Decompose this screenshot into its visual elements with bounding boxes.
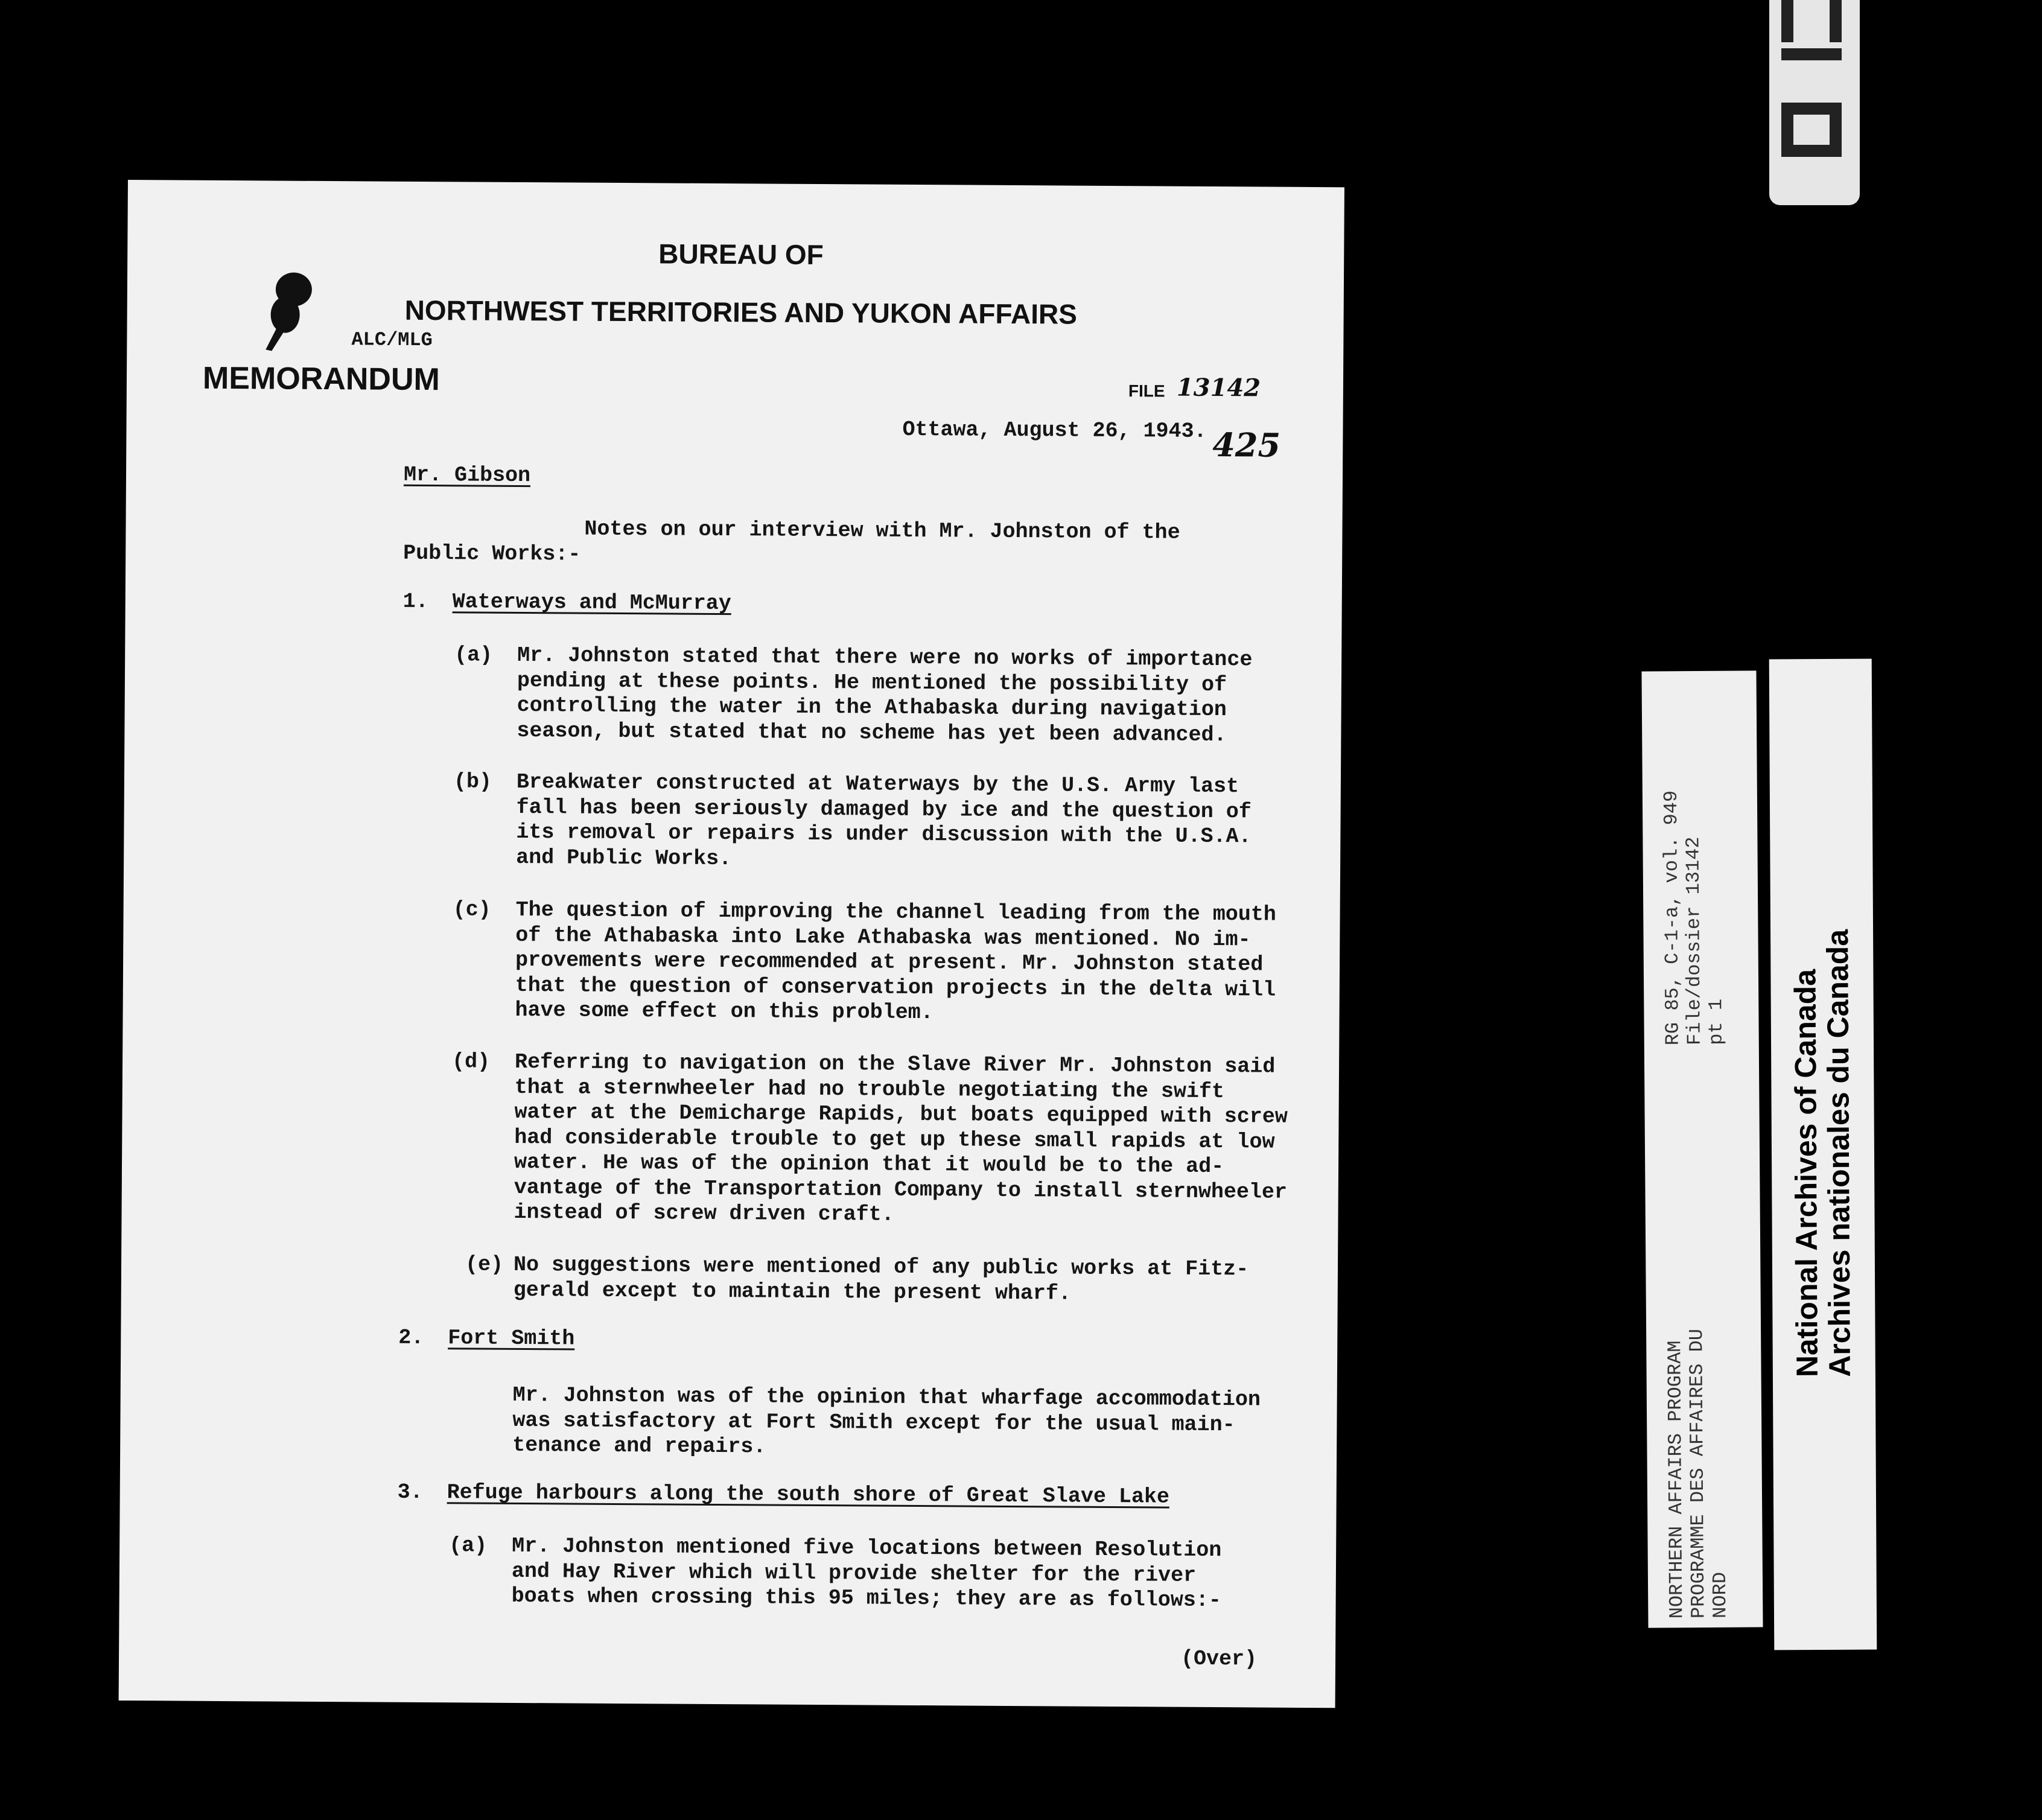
label-line: RG 85, C-1-a, vol. 949: [1659, 790, 1684, 1046]
intro-paragraph: [403, 516, 1180, 571]
label-line: Archives nationales du Canada: [1821, 929, 1857, 1378]
text-line: was satisfactory at Fort Smith except for the usual main-: [512, 1408, 1235, 1437]
initials: ALC/MLG: [351, 328, 433, 352]
item-label: (b): [453, 769, 492, 794]
file-label: FILE: [1128, 381, 1165, 401]
text-line: Referring to navigation on the Slave River Mr. Johnston said: [514, 1049, 1276, 1079]
text-line: and Public Works.: [516, 845, 732, 871]
text-line: its removal or repairs is under discussion with the U.S.A.: [516, 819, 1252, 849]
over-note: (Over): [1180, 1646, 1258, 1672]
ink-blot-icon: [253, 265, 326, 356]
archival-reference-label: [1641, 670, 1763, 1628]
label-line: File/dossier 13142: [1682, 836, 1706, 1046]
section-1-title: Waterways and McMurray: [452, 590, 731, 616]
section-3-title: Refuge harbours along the south shore of Great Slave Lake: [447, 1480, 1170, 1509]
text-line: water at the Demicharge Rapids, but boats equipped with screw: [514, 1099, 1288, 1129]
program-label-text: [1664, 1329, 1731, 1619]
text-line: that the question of conservation projects in the delta will: [515, 973, 1276, 1002]
header-bureau: BUREAU OF: [658, 238, 824, 271]
film-tab: [1769, 0, 1860, 205]
text-line: controlling the water in the Athabaska during navigation: [517, 693, 1227, 722]
label-line: NORTHERN AFFAIRS PROGRAM: [1664, 1340, 1688, 1619]
item-1c-text: [515, 898, 1276, 1028]
text-line: No suggestions were mentioned of any public works at Fitz-: [513, 1252, 1249, 1282]
handwritten-number: 425: [1212, 425, 1281, 465]
text-line: have some effect on this problem.: [515, 998, 934, 1025]
addressee: Mr. Gibson: [403, 462, 531, 488]
item-1a-text: [517, 643, 1252, 748]
text-line: Mr. Johnston was of the opinion that wharfage accommodation: [512, 1382, 1261, 1412]
text-line: Mr. Johnston stated that there were no works of importance: [517, 643, 1253, 672]
item-3a-text: [512, 1534, 1222, 1614]
text-line: season, but stated that no scheme has yet been advanced.: [517, 718, 1227, 747]
item-label: (e): [465, 1252, 504, 1277]
header-department: NORTHWEST TERRITORIES AND YUKON AFFAIRS: [404, 294, 1078, 330]
item-label: (c): [453, 897, 491, 922]
tab-marks: [1769, 0, 1860, 205]
label-line: NORD: [1708, 1571, 1732, 1618]
text-line: gerald except to maintain the present wharf.: [513, 1278, 1072, 1306]
memo-page: [119, 180, 1344, 1708]
text-line: The question of improving the channel leading from the mouth: [515, 897, 1276, 927]
item-1e-text: [514, 1253, 1249, 1307]
intro-line: Notes on our interview with Mr. Johnston of the: [584, 517, 1180, 545]
text-line: fall has been seriously damaged by ice and the question of: [516, 795, 1252, 824]
item-1d-text: [514, 1050, 1288, 1230]
item-label: (a): [449, 1533, 488, 1558]
text-line: and Hay River which will provide shelter for the river: [511, 1559, 1197, 1588]
memo-date: Ottawa, August 26, 1943.: [902, 417, 1207, 444]
label-line: National Archives of Canada: [1788, 969, 1824, 1378]
section-2-body: [512, 1383, 1261, 1463]
section-2-number: 2.: [398, 1325, 424, 1351]
text-line: of the Athabaska into Lake Athabaska was mentioned. No im-: [515, 923, 1251, 952]
text-line: Breakwater constructed at Waterways by the U.S. Army last: [516, 769, 1239, 799]
label-line: PROGRAMME DES AFFAIRES DU: [1685, 1328, 1710, 1619]
item-label: (d): [451, 1049, 491, 1074]
text-line: Mr. Johnston mentioned five locations between Resolution: [512, 1533, 1222, 1563]
section-3-number: 3.: [397, 1480, 423, 1505]
text-line: tenance and repairs.: [512, 1433, 766, 1459]
text-line: had considerable trouble to get up these small rapids at low: [514, 1125, 1275, 1154]
archives-label-text: [1789, 929, 1856, 1377]
section-2-title: Fort Smith: [448, 1326, 575, 1351]
text-line: instead of screw driven craft.: [514, 1200, 894, 1227]
text-line: provements were recommended at present. Mr. Johnston stated: [515, 947, 1264, 977]
intro-line: Public Works:-: [403, 541, 581, 567]
archives-canada-label: [1769, 659, 1877, 1650]
memorandum-heading: MEMORANDUM: [202, 360, 441, 398]
text-line: pending at these points. He mentioned the possibility of: [517, 668, 1227, 697]
section-1-number: 1.: [402, 589, 428, 614]
text-line: that a sternwheeler had no trouble negotiating the swift: [514, 1075, 1225, 1104]
text-line: vantage of the Transportation Company to install sternwheeler: [514, 1175, 1288, 1204]
item-1b-text: [516, 770, 1252, 874]
reference-label-text: [1661, 790, 1728, 1045]
label-line: pt 1: [1705, 998, 1728, 1045]
text-line: boats when crossing this 95 miles; they are as follows:-: [511, 1583, 1221, 1613]
text-line: water. He was of the opinion that it would be to the ad-: [514, 1150, 1224, 1179]
file-number: 13142: [1176, 373, 1261, 402]
item-label: (a): [454, 643, 493, 667]
